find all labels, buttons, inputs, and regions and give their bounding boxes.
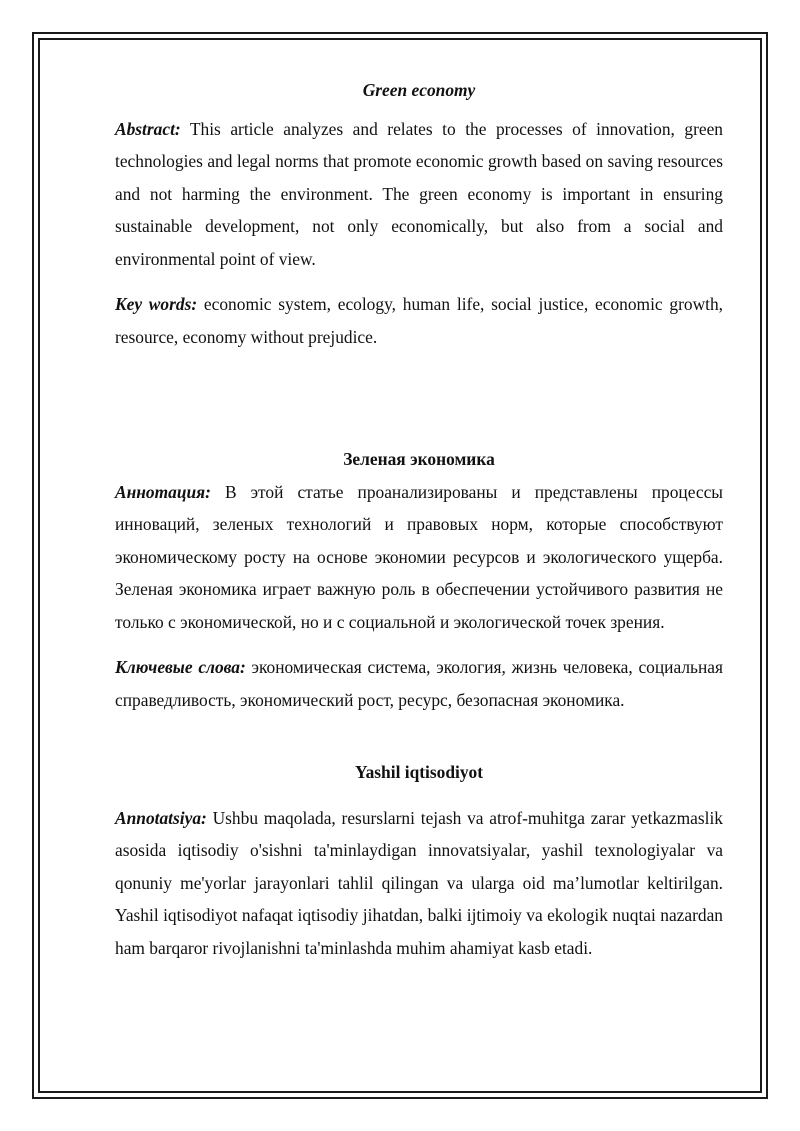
section-title: Green economy [362,80,476,100]
abstract-label: Abstract: [115,118,181,139]
section-english [115,74,723,353]
section-title: Yashil iqtisodiyot [354,762,484,782]
abstract-text: Ushbu maqolada, resurslarni tejash va atrof-muhitga zarar yetkazmaslik asosida iqtisodiy o'sishni ta'minlaydigan innovatsiyalar, yashil texnologiyalar va qonuniy me'yorlar jarayonlari tahlil qilingan va ularga oid ma’lumotlar keltirilgan. Yashil iqtisodiyot nafaqat iqtisodiy jihatdan, balki ijtimoiy va ekologik nuqtai nazardan ham barqaror rivojlanishni ta'minlashda muhim ahamiyat kasb etadi. [115,807,723,958]
keywords-paragraph [115,651,723,716]
section-uzbek [115,756,723,964]
abstract-paragraph [115,113,723,276]
keywords-label: Key words: [115,294,198,314]
section-russian [115,443,723,716]
abstract-label: Annotatsiya: [115,807,207,828]
abstract-text: В этой статье проанализированы и представлены процессы инноваций, зеленых технологий и правовых норм, которые способствуют экономическому росту на основе экономии ресурсов и экологического ущерба. Зеленая экономика играет важную роль в обеспечении устойчивого развития не только с экономической, но и с социальной и экологической точек зрения. [115,481,723,632]
abstract-label: Аннотация: [115,481,211,502]
keywords-text: экономическая система, экология, жизнь человека, социальная справедливость, экономический рост, ресурс, безопасная экономика. [115,657,723,710]
section-title: Зеленая экономика [343,449,495,469]
abstract-text: This article analyzes and relates to the processes of innovation, green technologies and legal norms that promote economic growth based on saving resources and not harming the environment. The green economy is important in ensuring sustainable development, not only economically, but also from a social and environmental point of view. [115,118,723,269]
abstract-paragraph [115,802,723,965]
abstract-paragraph [115,476,723,639]
keywords-paragraph [115,288,723,353]
keywords-text: economic system, ecology, human life, social justice, economic growth, resource, economy without prejudice. [115,294,724,347]
document-body [115,74,723,964]
keywords-label: Ключевые слова: [115,657,246,677]
